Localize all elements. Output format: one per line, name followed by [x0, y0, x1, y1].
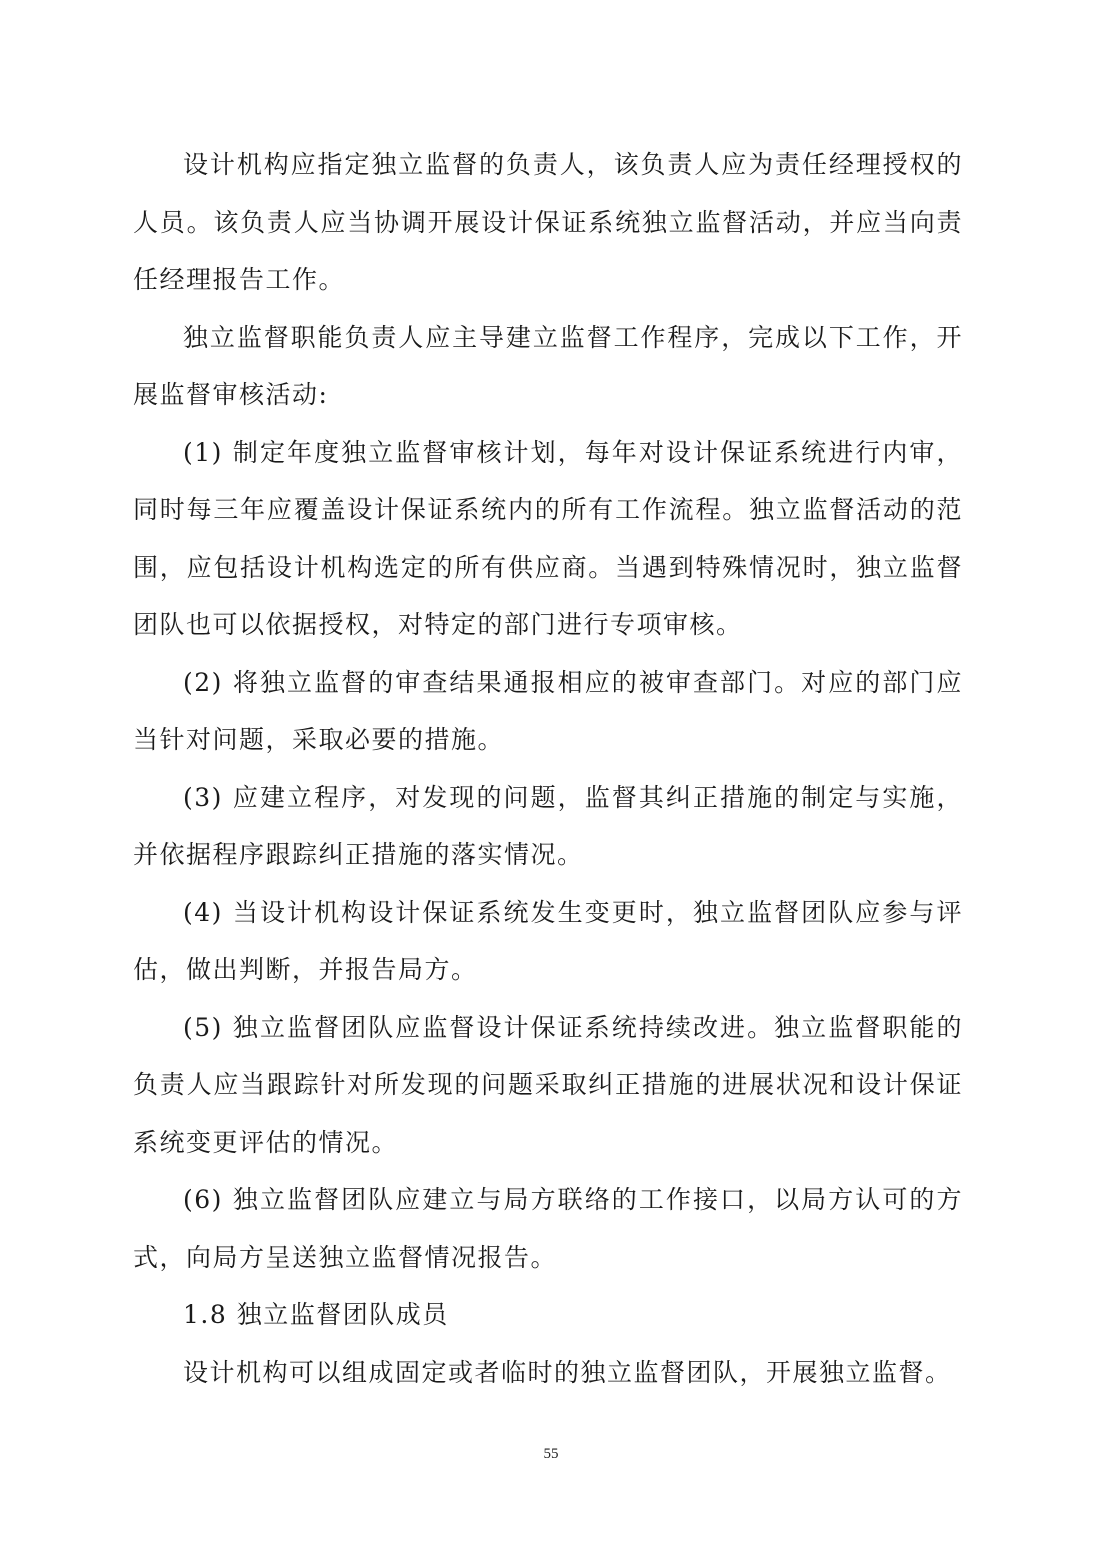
- list-item-6: (6) 独立监督团队应建立与局方联络的工作接口，以局方认可的方式，向局方呈送独立监督情况报告。: [133, 1185, 963, 1272]
- list-item-2: (2) 将独立监督的审查结果通报相应的被审查部门。对应的部门应当针对问题，采取必要的措施。: [133, 667, 963, 754]
- page-number: 55: [543, 1446, 559, 1462]
- list-item-5: (5) 独立监督团队应监督设计保证系统持续改进。独立监督职能的负责人应当跟踪针对所发现的问题采取纠正措施的进展状况和设计保证系统变更评估的情况。: [133, 1012, 963, 1157]
- paragraph-supervisor-designation: 设计机构应指定独立监督的负责人，该负责人应为责任经理授权的人员。该负责人应当协调开展设计保证系统独立监督活动，并应当向责任经理报告工作。: [133, 150, 963, 294]
- paragraph-team-formation: 设计机构可以组成固定或者临时的独立监督团队，开展独立监督。: [183, 1357, 952, 1387]
- list-item-4: (4) 当设计机构设计保证系统发生变更时，独立监督团队应参与评估，做出判断，并报告局方。: [133, 897, 963, 984]
- list-item-1: (1) 制定年度独立监督审核计划，每年对设计保证系统进行内审，同时每三年应覆盖设计保证系统内的所有工作流程。独立监督活动的范围，应包括设计机构选定的所有供应商。当遇到特殊情况时，独立监督团队也可以依据授权，对特定的部门进行专项审核。: [133, 437, 963, 639]
- paragraph-supervision-procedure: 独立监督职能负责人应主导建立监督工作程序，完成以下工作，开展监督审核活动:: [133, 322, 963, 409]
- list-item-3: (3) 应建立程序，对发现的问题，监督其纠正措施的制定与实施，并依据程序跟踪纠正措施的落实情况。: [133, 782, 963, 869]
- body-text: [133, 136, 963, 1401]
- section-heading-1-8: 1.8 独立监督团队成员: [183, 1300, 449, 1329]
